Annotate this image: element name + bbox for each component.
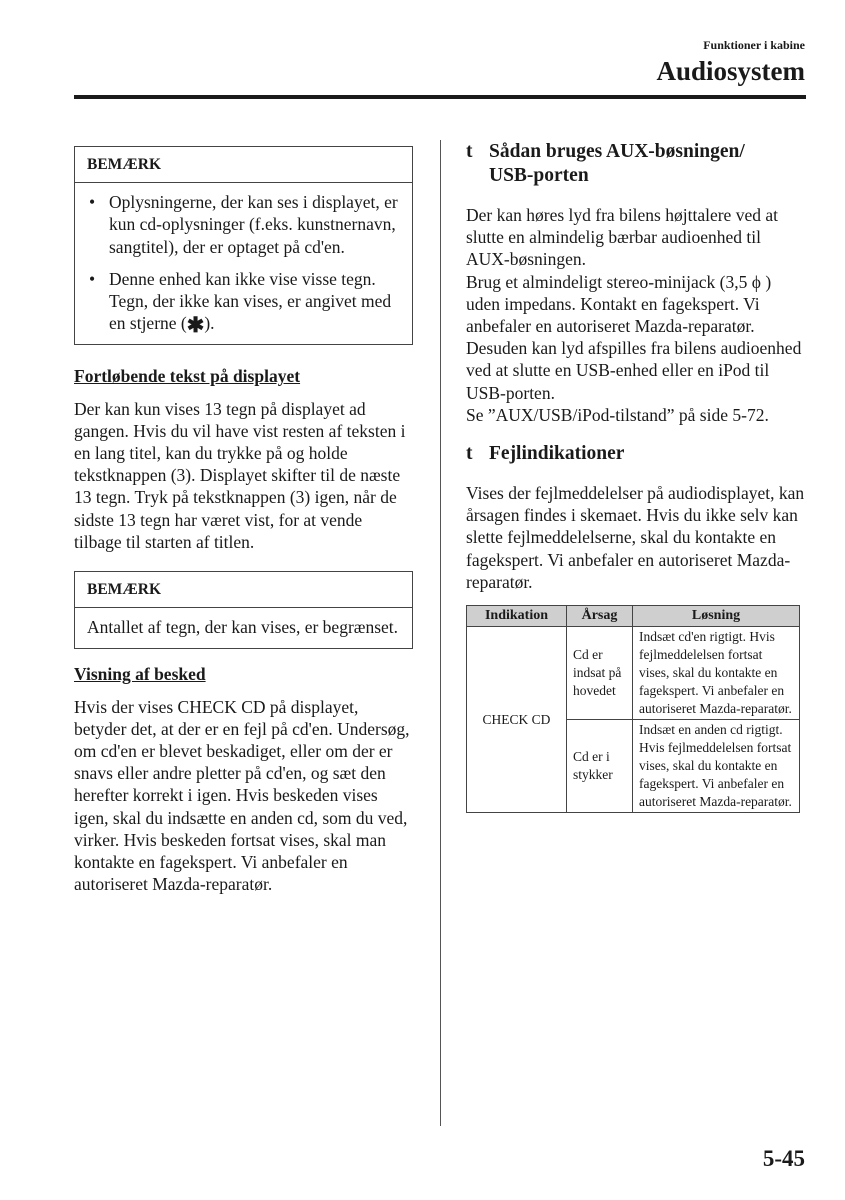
note-box-display-info (74, 146, 413, 345)
message-paragraph: Hvis der vises CHECK CD på displayet, betyder det, at der er en fejl på cd'en. Undersøg, om cd'en er blevet beskadiget, eller om der er snavs eller andre pletter på cd'en, og sæt den herefter korrekt i igen. Hvis beskeden vises igen, skal du indsætte en anden cd, som du ved, virker. Hvis beskeden fortsat vises, skal man kontakte en fagekspert. Vi anbefaler en autoriseret Mazda-reparatør. (74, 696, 410, 895)
header-rule (74, 95, 806, 99)
aux-paragraph-2: Brug et almindeligt stereo-minijack (3,5 ϕ ) uden impedans. Kontakt en fagekspert. Vi anbefaler en autoriseret Mazda-reparatør. (466, 271, 772, 337)
table-header-cause: Årsag (567, 606, 633, 627)
aux-heading-line1: Sådan bruges AUX-bøsningen/ (489, 141, 745, 162)
aux-paragraph-4: Se ”AUX/USB/iPod-tilstand” på side 5-72. (466, 404, 769, 425)
note-body (75, 608, 412, 648)
bullet-icon: • (89, 192, 96, 213)
table-row (467, 627, 800, 720)
table-cell-cause: Cd er i stykker (567, 720, 633, 813)
table-header-solution: Løsning (633, 606, 800, 627)
message-heading: Visning af besked (74, 664, 206, 685)
asterisk-icon: ✱ (186, 313, 205, 338)
note-item-close: ). (204, 313, 215, 334)
aux-heading-line2: USB-porten (489, 165, 589, 186)
table-cell-indication: CHECK CD (467, 627, 567, 813)
aux-paragraph-3: Desuden kan lyd afspilles fra bilens audioenhed ved at slutte en USB-enhed eller en iPod til USB-porten. (466, 338, 802, 403)
table-header-row (467, 606, 800, 627)
note-heading: BEMÆRK (75, 147, 412, 183)
column-divider (440, 140, 441, 1126)
list-item (87, 191, 400, 258)
right-column (466, 140, 806, 813)
error-paragraph: Vises der fejlmeddelelser på audiodisplayet, kan årsagen findes i skemaet. Hvis du ikke selv kan slette fejlmeddelelserne, skal du kontakte en fagekspert. Vi anbefaler en autoriseret Mazda-reparatør. (466, 483, 805, 592)
error-table (466, 605, 800, 813)
note-box-char-limit (74, 571, 413, 649)
aux-heading-text (489, 140, 745, 188)
note-item-text: Denne enhed kan ikke vise visse tegn. Tegn, der ikke kan vises, er angivet med en stjerne ( (109, 268, 392, 334)
table-cell-solution: Indsæt cd'en rigtigt. Hvis fejlmeddelelsen fortsat vises, skal du kontakte en fagekspert. Vi anbefaler en autoriseret Mazda-reparatør. (633, 627, 800, 720)
section-label: Funktioner i kabine (703, 38, 805, 52)
scroll-text-paragraph: Der kan kun vises 13 tegn på displayet ad gangen. Hvis du vil have vist resten af teksten i en lang titel, kan du trykke på og holde tekstknappen (3). Displayet skifter til de næste 13 tegn. Tryk på tekstknappen (3) igen, når de sidste 13 tegn har været vist, for at vende tilbage til starten af titlen. (74, 398, 406, 552)
error-section-heading (466, 442, 806, 466)
note-heading: BEMÆRK (75, 572, 412, 608)
list-item (87, 268, 400, 338)
note-body (75, 183, 412, 344)
note-text: Antallet af tegn, der kan vises, er begrænset. (87, 617, 399, 638)
section-marker-icon: t (466, 443, 473, 465)
page-number: 5-45 (762, 1146, 805, 1171)
note-item-text: Oplysningerne, der kan ses i displayet, er kun cd-oplysninger (f.eks. kunstnernavn, sangtitel), der er optaget på cd'en. (109, 192, 398, 257)
left-column (74, 146, 413, 895)
aux-paragraph-1: Der kan høres lyd fra bilens højttalere ved at slutte en almindelig bærbar audioenhed til AUX-bøsningen. (466, 205, 778, 270)
table-cell-cause: Cd er indsat på hovedet (567, 627, 633, 720)
aux-section-heading (466, 140, 806, 188)
page-title: Audiosystem (656, 56, 805, 86)
note-list (87, 191, 400, 338)
error-heading-text: Fejlindikationer (489, 443, 625, 465)
table-header-indication: Indikation (467, 606, 567, 627)
bullet-icon: • (89, 268, 96, 289)
section-marker-icon: t (466, 141, 473, 162)
scroll-text-heading: Fortløbende tekst på displayet (74, 366, 301, 387)
table-cell-solution: Indsæt en anden cd rigtigt. Hvis fejlmeddelelsen fortsat vises, skal du kontakte en fagekspert. Vi anbefaler en autoriseret Mazda-reparatør. (633, 720, 800, 813)
